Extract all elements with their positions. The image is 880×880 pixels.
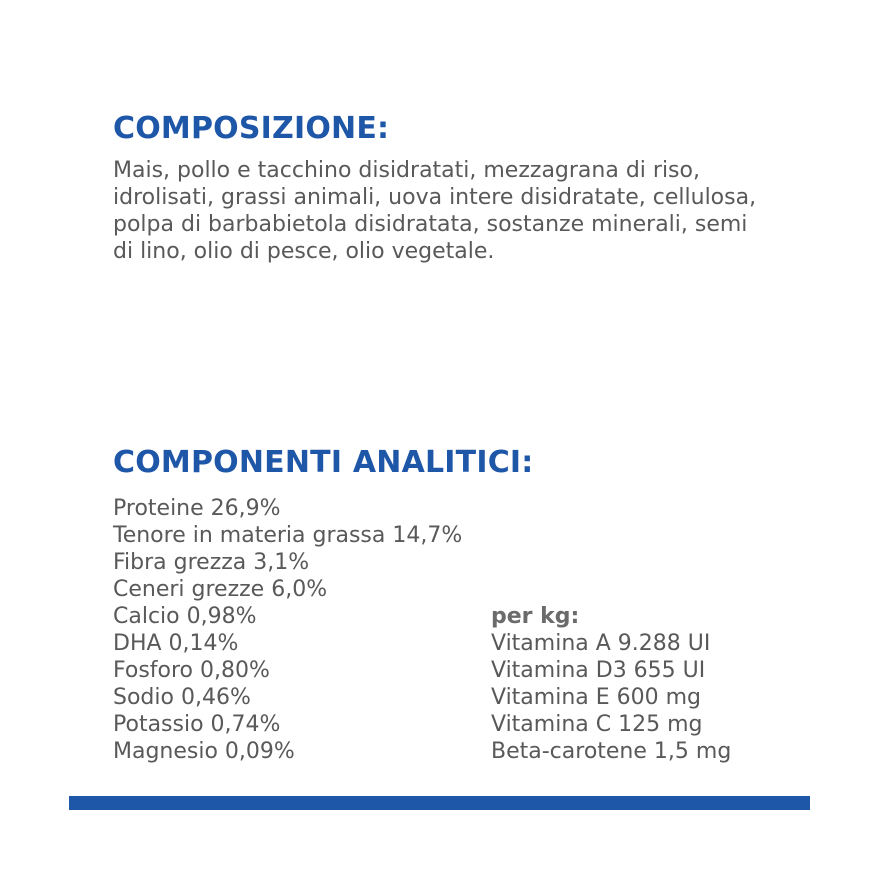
analytical-item-ash: Ceneri grezze 6,0% [113, 577, 328, 602]
analytical-item-potassium: Potassio 0,74% [113, 712, 281, 737]
analytical-item-fat: Tenore in materia grassa 14,7% [113, 523, 463, 548]
bottom-accent-bar [69, 796, 810, 810]
analytical-components-title: COMPONENTI ANALITICI: [113, 445, 534, 480]
analytical-item-dha: DHA 0,14% [113, 631, 239, 656]
vitamin-item-c: Vitamina C 125 mg [491, 712, 703, 737]
vitamin-item-beta-carotene: Beta-carotene 1,5 mg [491, 739, 732, 764]
composition-title: COMPOSIZIONE: [113, 111, 390, 146]
analytical-item-fiber: Fibra grezza 3,1% [113, 550, 310, 575]
vitamin-item-a: Vitamina A 9.288 UI [491, 631, 711, 656]
vitamin-item-e: Vitamina E 600 mg [491, 685, 702, 710]
analytical-item-calcium: Calcio 0,98% [113, 604, 257, 629]
vitamins-list [491, 630, 731, 765]
vitamin-item-d3: Vitamina D3 655 UI [491, 658, 706, 683]
analytical-item-magnesium: Magnesio 0,09% [113, 739, 295, 764]
analytical-item-phosphorus: Fosforo 0,80% [113, 658, 270, 683]
composition-text: Mais, pollo e tacchino disidratati, mezzagrana di riso, idrolisati, grassi animali, uova intere disidratate, cellulosa, polpa di barbabietola disidratata, sostanze minerali, semi di lino, olio di pesce, olio vegetale. [113, 158, 757, 264]
per-kg-label: per kg: [491, 604, 580, 629]
analytical-item-sodium: Sodio 0,46% [113, 685, 251, 710]
analytical-components-list [113, 495, 462, 765]
analytical-item-protein: Proteine 26,9% [113, 496, 281, 521]
vitamins-block [491, 603, 731, 765]
